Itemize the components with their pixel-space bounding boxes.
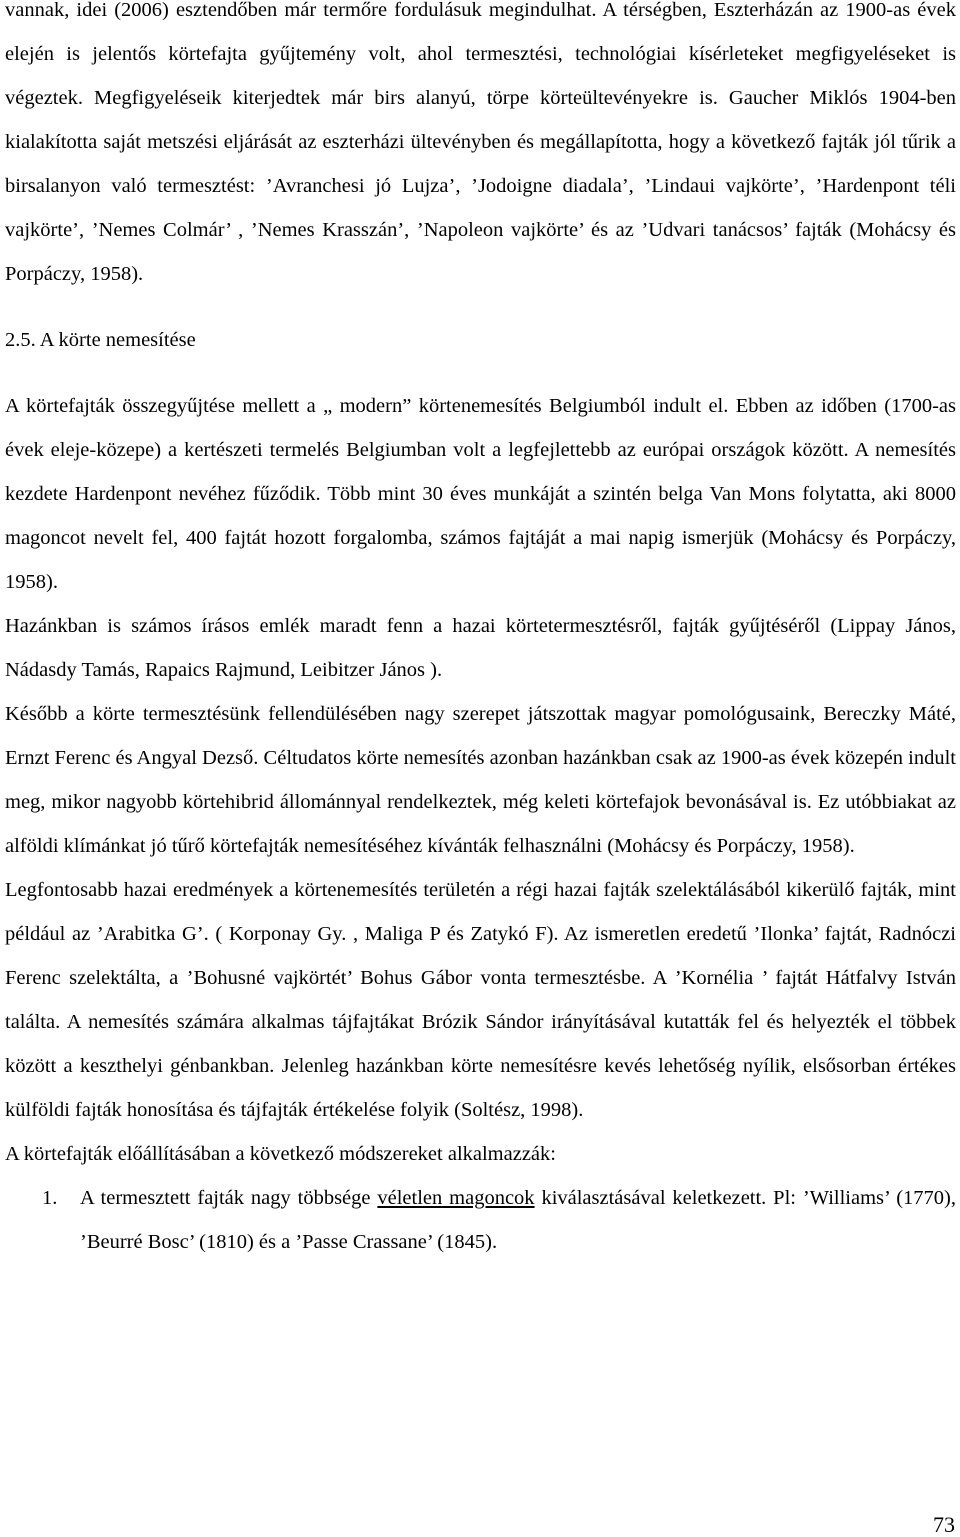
paragraph-hungarian-pomologists: Később a körte termesztésünk fellendülésében nagy szerepet játszottak magyar pomológusaink, Bereczky Máté, Ernzt Ferenc és Angyal Dezső. Céltudatos körte nemesítés azonban hazánkban csak az 1900-as évek közepén indult meg, mikor nagyobb körtehibrid állománnyal rendelkeztek, még keleti körtefajok bevonásával is. Ez utóbbiakat az alföldi klímánkat jó tűrő körtefajták nemesítéséhez kívánták felhasználni (Mohácsy és Porpáczy, 1958). bbox=[5, 703, 956, 857]
section-heading: 2.5. A körte nemesítése bbox=[5, 329, 196, 351]
document-page bbox=[5, 0, 956, 1264]
list-item-text-before: A termesztett fajták nagy többsége bbox=[80, 1187, 378, 1209]
paragraph-eszterhaza-collection: vannak, idei (2006) esztendőben már termőre fordulásuk megindulhat. A térségben, Eszterházán az 1900-as évek elején is jelentős körtefajta gyűjtemény volt, ahol termesztési, technológiai kísérleteket megfigyeléseket is végeztek. Megfigyeléseik kiterjedtek már birs alanyú, törpe körteültevényekre is. Gaucher Miklós 1904-ben kialakította saját metszési eljárását az eszterházi ültevényben és megállapította, hogy a következő fajták jól tűrik a birsalanyon való termesztést: ’Avranchesi jó Lujza’, ’Jodoigne diadala’, ’Lindaui vajkörte’, ’Hardenpont téli vajkörte’, ’Nemes Colmár’ , ’Nemes Krasszán’, ’Napoleon vajkörte’ és az ’Udvari tanácsos’ fajták (Mohácsy és Porpáczy, 1958). bbox=[5, 0, 956, 285]
list-item-number: 1. bbox=[42, 1187, 58, 1209]
paragraph-domestic-results: Legfontosabb hazai eredmények a körtenemesítés területén a régi hazai fajták szelektálásából kikerülő fajták, mint például az ’Arabitka G’. ( Korponay Gy. , Maliga P és Zatykó F). Az ismeretlen eredetű ’Ilonka’ fajtát, Radnóczi Ferenc szelektálta, a ’Bohusné vajkörtét’ Bohus Gábor vonta termesztésbe. A ’Kornélia ’ fajtát Hátfalvy István találta. A nemesítés számára alkalmas tájfajtákat Brózik Sándor irányításával kutatták fel és helyezték el többek között a keszthelyi génbankban. Jelenleg hazánkban körte nemesítésre kevés lehetőség nyílik, elsősorban értékes külföldi fajták honosítása és tájfajták értékelése folyik (Soltész, 1998). bbox=[5, 879, 956, 1121]
page-number: 73 bbox=[933, 1512, 955, 1537]
methods-list bbox=[5, 1176, 956, 1264]
list-item bbox=[5, 1176, 956, 1264]
paragraph-methods-intro: A körtefajták előállításában a következő módszereket alkalmazzák: bbox=[5, 1143, 556, 1165]
paragraph-belgian-breeding: A körtefajták összegyűjtése mellett a „ modern” körtenemesítés Belgiumból indult el. Ebben az időben (1700-as évek eleje-közepe) a kertészeti termelés Belgiumban volt a legfejlettebb az európai országok között. A nemesítés kezdete Hardenpont nevéhez fűződik. Több mint 30 éves munkáját a szintén belga Van Mons folytatta, aki 8000 magoncot nevelt fel, 400 fajtát hozott forgalomba, számos fajtáját a mai napig ismerjük (Mohácsy és Porpáczy, 1958). bbox=[5, 395, 956, 593]
list-item-underlined-text: véletlen magoncok bbox=[377, 1187, 535, 1209]
paragraph-hungarian-records: Hazánkban is számos írásos emlék maradt fenn a hazai körtetermesztésről, fajták gyűjtéséről (Lippay János, Nádasdy Tamás, Rapaics Rajmund, Leibitzer János ). bbox=[5, 615, 956, 681]
list-item-text-after: kiválasztásával keletkezett. Pl: ’Williams’ (1770), ’Beurré Bosc’ (1810) és a ’Passe Crassane’ (1845). bbox=[80, 1187, 956, 1253]
